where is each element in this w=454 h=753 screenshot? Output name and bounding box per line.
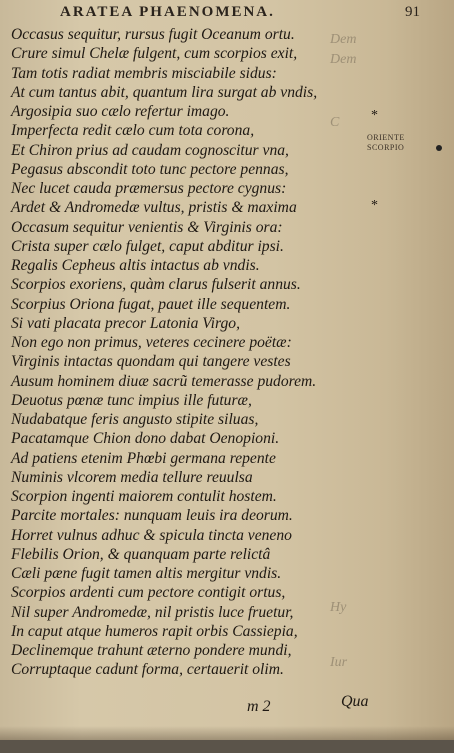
verse-line: Non ego non primus, veteres cecinere poëtæ: bbox=[11, 334, 292, 351]
verse-line: Nil super Andromedæ, nil pristis luce fruetur, bbox=[11, 603, 294, 621]
verse-line: Si vati placata precor Latonia Virgo, bbox=[11, 314, 240, 332]
verse-line: Nec lucet cauda præmersus pectore cygnus: bbox=[11, 180, 287, 197]
verse-line: In caput atque humeros rapit orbis Cassiepia, bbox=[11, 622, 298, 640]
margin-note-line: SCORPIO bbox=[367, 143, 405, 152]
verse-line: Pacatamque Chion dono dabat Oenopioni. bbox=[11, 430, 280, 448]
page-number: 91 bbox=[405, 4, 420, 20]
verse-line: Imperfecta redit cælo cum tota corona, bbox=[11, 122, 255, 140]
signature-mark: m 2 bbox=[247, 698, 271, 715]
verse-line: Tam totis radiat membris misciabile sidus: bbox=[11, 64, 277, 82]
show-through-text: Dem bbox=[330, 52, 357, 67]
verse-line: Regalis Cepheus altis intactus ab vndis. bbox=[11, 257, 260, 274]
verse-line: Occasus sequitur, rursus fugit Oceanum ortu. bbox=[11, 26, 295, 43]
verse-line: Scorpios exoriens, quàm clarus fulserit annus. bbox=[11, 276, 301, 294]
margin-star: * bbox=[371, 198, 378, 213]
show-through-text: Hy bbox=[330, 600, 347, 615]
verse-line: Argosipia suo cælo refertur imago. bbox=[11, 103, 230, 120]
verse-line: Crista super cælo fulget, caput abditur ipsi. bbox=[11, 237, 284, 255]
running-title: ARATEA PHAENOMENA. bbox=[60, 4, 275, 20]
verse-line: Nudabatque feris angusto stipite siluas, bbox=[11, 411, 259, 428]
verse-line: At cum tantus abit, quantum lira surgat ab vndis, bbox=[11, 83, 318, 101]
verse-line: Cæli pæne fugit tamen altis mergitur vndis. bbox=[11, 565, 282, 582]
verse-line: Parcite mortales: nunquam leuis ira deorum. bbox=[11, 507, 293, 525]
show-through-text: C bbox=[330, 115, 340, 130]
verse-line: Et Chiron prius ad caudam cognoscitur vna, bbox=[11, 141, 289, 159]
verse-line: Horret vulnus adhuc & spicula tincta veneno bbox=[11, 526, 292, 544]
verse-line: Flebilis Orion, & quanquam parte relictâ bbox=[11, 545, 271, 563]
catchword: Qua bbox=[341, 693, 369, 710]
verse-line: Occasum sequitur venientis & Virginis ora: bbox=[11, 218, 283, 236]
verse-line: Virginis intactas quondam qui tangere vestes bbox=[11, 353, 291, 371]
verse-line: Corruptaque cadunt forma, certauerit olim. bbox=[11, 661, 284, 679]
show-through-text: Dem bbox=[330, 32, 357, 47]
verse-line: Scorpios ardenti cum pectore contigit ortus, bbox=[11, 584, 286, 602]
verse-line: Declinemque trahunt æterno pondere mundi, bbox=[11, 642, 292, 659]
margin-star: * bbox=[371, 108, 378, 123]
margin-note-line: ORIENTE bbox=[367, 133, 405, 142]
verse-line: Deuotus pœnæ tunc impius ille futuræ, bbox=[11, 391, 252, 409]
verse-line: Ausum hominem diuæ sacrũ temerasse pudorem. bbox=[11, 372, 317, 390]
show-through-text: Iur bbox=[330, 655, 348, 670]
verse-line: Numinis vlcorem media tellure reuulsa bbox=[11, 468, 253, 486]
verse-text bbox=[11, 25, 351, 680]
verse-line: Scorpion ingenti maiorem contulit hostem. bbox=[11, 488, 277, 505]
verse-line: Pegasus abscondit toto tunc pectore pennas, bbox=[11, 160, 289, 178]
verse-line: Ad patiens etenim Phœbi germana repente bbox=[11, 449, 276, 467]
verse-line: Crure simul Chelæ fulgent, cum scorpios exit, bbox=[11, 45, 298, 63]
ink-dot bbox=[436, 145, 442, 151]
verse-line: Scorpius Oriona fugat, pauet ille sequentem. bbox=[11, 295, 291, 313]
verse-line: Ardet & Andromedæ vultus, pristis & maxima bbox=[11, 199, 297, 217]
margin-note-oriente bbox=[367, 133, 405, 153]
